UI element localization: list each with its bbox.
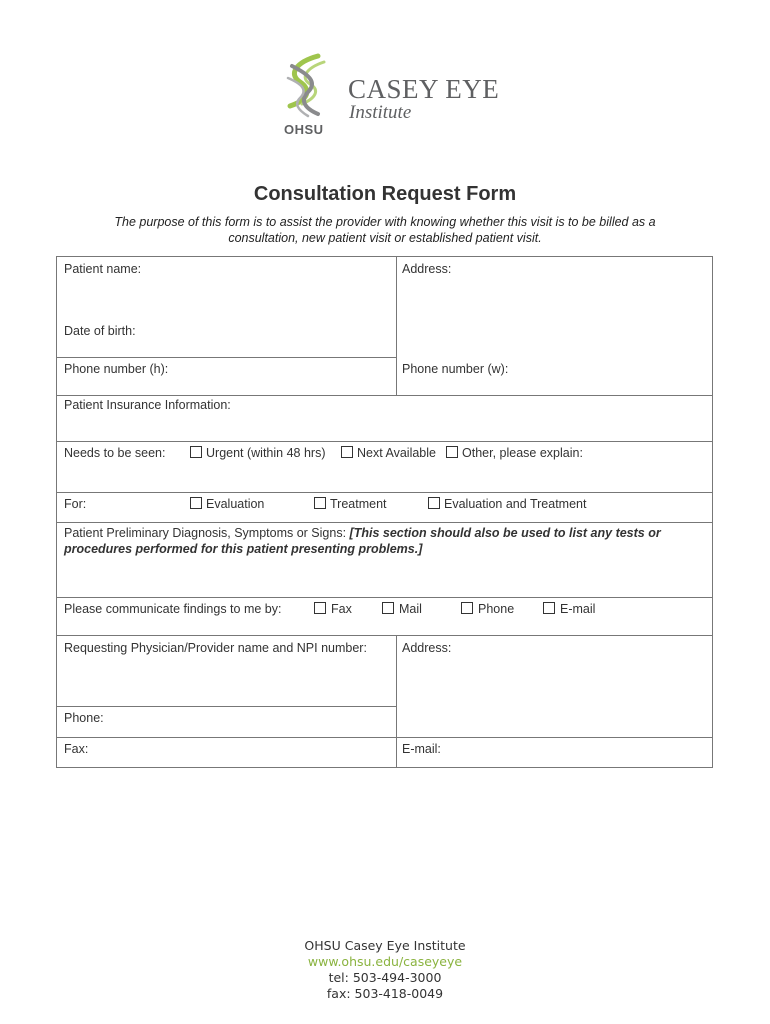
- phone-option-label: Phone: [478, 602, 515, 616]
- next-available-checkbox[interactable]: [341, 446, 353, 458]
- provider-fax-field[interactable]: Fax:: [64, 742, 89, 756]
- treatment-checkbox[interactable]: [314, 497, 326, 509]
- provider-email-field[interactable]: E-mail:: [402, 742, 441, 756]
- insurance-field[interactable]: Patient Insurance Information:: [64, 398, 231, 412]
- evaluation-label: Evaluation: [206, 497, 265, 511]
- consultation-form: [56, 256, 713, 768]
- logo-org: OHSU: [284, 122, 324, 137]
- casey-eye-logo-icon: [278, 52, 340, 122]
- diagnosis-field[interactable]: [64, 525, 704, 557]
- email-checkbox[interactable]: [543, 602, 555, 614]
- provider-phone-field[interactable]: Phone:: [64, 711, 104, 725]
- diagnosis-note: [This section should also be used to list any tests or procedures performed for this patient presenting problems.]: [64, 526, 661, 556]
- provider-address-field[interactable]: Address:: [402, 641, 452, 655]
- date-of-birth-field[interactable]: Date of birth:: [64, 324, 136, 338]
- patient-name-field[interactable]: Patient name:: [64, 262, 142, 276]
- needs-seen-label: Needs to be seen:: [64, 446, 166, 460]
- eval-treatment-checkbox[interactable]: [428, 497, 440, 509]
- treatment-label: Treatment: [330, 497, 387, 511]
- eval-treatment-label: Evaluation and Treatment: [444, 497, 587, 511]
- fax-checkbox[interactable]: [314, 602, 326, 614]
- mail-option-label: Mail: [399, 602, 422, 616]
- mail-checkbox[interactable]: [382, 602, 394, 614]
- requesting-provider-field[interactable]: Requesting Physician/Provider name and NPI number:: [64, 641, 367, 655]
- phone-checkbox[interactable]: [461, 602, 473, 614]
- urgent-checkbox[interactable]: [190, 446, 202, 458]
- phone-work-field[interactable]: Phone number (w):: [402, 362, 509, 376]
- fax-option-label: Fax: [331, 602, 352, 616]
- form-purpose: The purpose of this form is to assist the provider with knowing whether this visit is to be billed as a consultation, new patient visit or established patient visit.: [114, 215, 656, 245]
- footer-tel: tel: 503-494-3000: [328, 970, 442, 985]
- urgent-label: Urgent (within 48 hrs): [206, 446, 326, 460]
- evaluation-checkbox[interactable]: [190, 497, 202, 509]
- diagnosis-label: Patient Preliminary Diagnosis, Symptoms or Signs:: [64, 526, 347, 540]
- other-checkbox[interactable]: [446, 446, 458, 458]
- footer-fax: fax: 503-418-0049: [326, 986, 444, 1001]
- casey-eye-logo: [278, 52, 508, 142]
- footer-org-name: OHSU Casey Eye Institute: [304, 938, 466, 953]
- logo-name: CASEY EYE: [348, 74, 500, 104]
- footer-website-link[interactable]: www.ohsu.edu/caseyeye: [307, 954, 463, 969]
- patient-address-field[interactable]: Address:: [402, 262, 452, 276]
- page-title: Consultation Request Form: [253, 183, 517, 205]
- next-available-label: Next Available: [357, 446, 436, 460]
- phone-home-field[interactable]: Phone number (h):: [64, 362, 169, 376]
- logo-subtitle: Institute: [349, 102, 412, 123]
- email-option-label: E-mail: [560, 602, 596, 616]
- other-label: Other, please explain:: [462, 446, 583, 460]
- communicate-label: Please communicate findings to me by:: [64, 602, 282, 616]
- for-label: For:: [64, 497, 87, 511]
- footer: [0, 938, 770, 1002]
